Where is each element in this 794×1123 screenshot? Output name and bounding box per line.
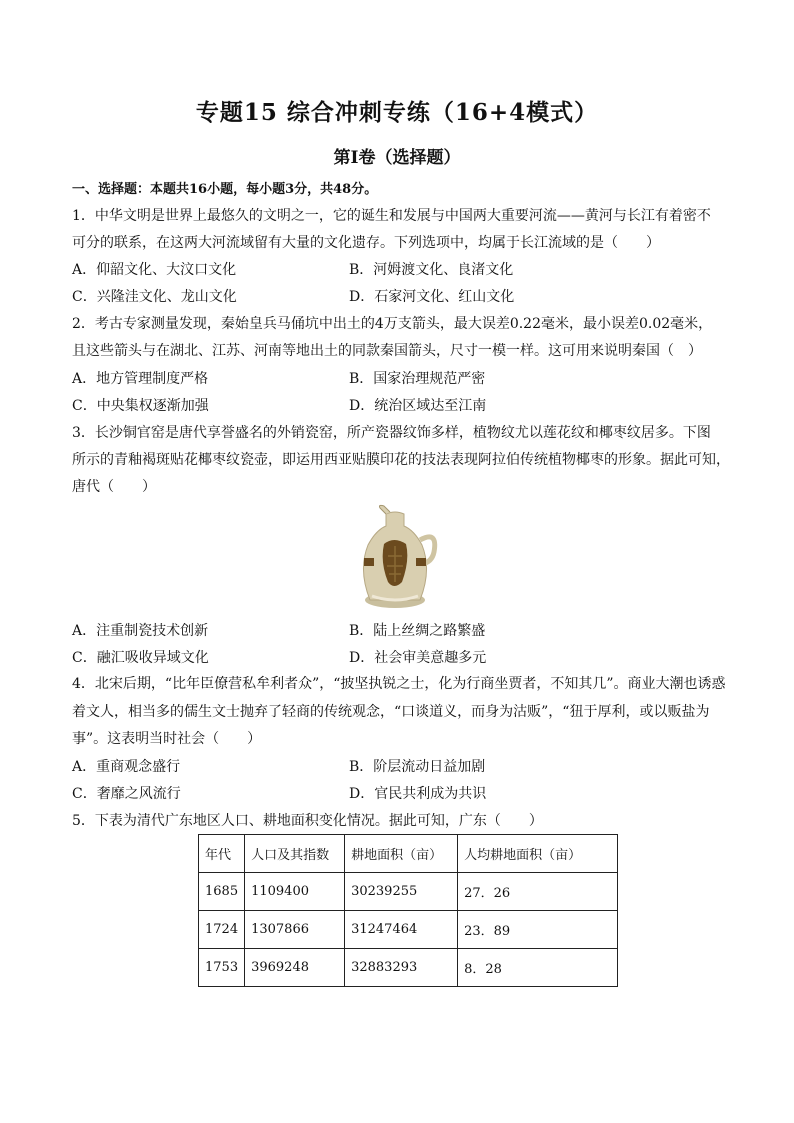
table-cell: 1685 [199,873,245,911]
question-3-option-a: A．注重制瓷技术创新 [72,623,209,639]
table-row [199,911,618,949]
table-cell: 27．26 [458,873,618,911]
question-4-line-1: 4．北宋后期，“比年臣僚营私牟利者众”，“披坚执锐之士，化为行商坐贾者，不知其几”。商业大潮也诱惑 [72,676,726,692]
question-2-option-d: D．统治区域达至江南 [349,398,487,414]
celadon-ewer-image [350,500,440,612]
question-3-option-d: D．社会审美意趣多元 [349,650,487,666]
question-4-option-d: D．官民共利成为共识 [349,786,487,802]
question-1-option-b: B．河姆渡文化、良渚文化 [349,262,514,278]
question-1-option-c: C．兴隆洼文化、龙山文化 [72,289,237,305]
table-header-cell: 耕地面积（亩） [345,835,458,873]
table-cell: 1753 [199,949,245,987]
question-5-line-1: 5．下表为清代广东地区人口、耕地面积变化情况。据此可知，广东（ ） [72,813,543,829]
table-cell: 1307866 [245,911,345,949]
table-cell: 30239255 [345,873,458,911]
question-2-option-c: C．中央集权逐渐加强 [72,398,209,414]
question-4-line-3: 事”。这表明当时社会（ ） [72,731,262,747]
question-4-option-c: C．奢靡之风流行 [72,786,181,802]
question-3-line-2: 所示的青釉褐斑贴花椰枣纹瓷壶，即运用西亚贴膜印花的技法表现阿拉伯传统植物椰枣的形象。据此可知， [72,452,730,468]
table-row [199,873,618,911]
question-4-line-2: 着文人，相当多的儒生文士抛弃了轻商的传统观念，“口谈道义，而身为沽贩”，“狃于厚利，或以贩盐为 [72,704,710,720]
question-4-option-b: B．阶层流动日益加剧 [349,759,486,775]
question-3-option-b: B．陆上丝绸之路繁盛 [349,623,486,639]
population-farmland-table [198,834,618,987]
question-2-option-b: B．国家治理规范严密 [349,371,486,387]
question-1-option-a: A．仰韶文化、大汶口文化 [72,262,237,278]
question-2-option-a: A．地方管理制度严格 [72,371,209,387]
question-1-line-1: 1．中华文明是世界上最悠久的文明之一，它的诞生和发展与中国两大重要河流——黄河与长江有着密不 [72,208,711,224]
table-header-row [199,835,618,873]
page-subtitle: 第I卷（选择题） [333,148,461,168]
table-header-cell: 年代 [199,835,245,873]
table-row [199,949,618,987]
table-header-cell: 人均耕地面积（亩） [458,835,618,873]
table-cell: 23．89 [458,911,618,949]
table-cell: 31247464 [345,911,458,949]
section-heading: 一、选择题：本题共16小题，每小题3分，共48分。 [72,182,378,197]
question-2-line-1: 2．考古专家测量发现，秦始皇兵马俑坑中出土的4万支箭头，最大误差0.22毫米，最小误差0.02毫米， [72,316,713,332]
question-2-line-2: 且这些箭头与在湖北、江苏、河南等地出土的同款秦国箭头，尺寸一模一样。这可用来说明秦国（ ） [72,343,702,359]
table-cell: 32883293 [345,949,458,987]
question-4-option-a: A．重商观念盛行 [72,759,181,775]
table-header-cell: 人口及其指数 [245,835,345,873]
question-3-line-1: 3．长沙铜官窑是唐代享誉盛名的外销瓷窑，所产瓷器纹饰多样，植物纹尤以莲花纹和椰枣纹居多。下图 [72,425,711,441]
question-3-line-3: 唐代（ ） [72,479,156,495]
table-cell: 1109400 [245,873,345,911]
page-title: 专题15 综合冲刺专练（16+4模式） [195,99,599,126]
table-cell: 8．28 [458,949,618,987]
question-1-option-d: D．石家河文化、红山文化 [349,289,515,305]
question-3-option-c: C．融汇吸收异域文化 [72,650,209,666]
table-cell: 3969248 [245,949,345,987]
question-1-line-2: 可分的联系，在这两大河流域留有大量的文化遗存。下列选项中，均属于长江流域的是（ ） [72,235,660,251]
table-cell: 1724 [199,911,245,949]
